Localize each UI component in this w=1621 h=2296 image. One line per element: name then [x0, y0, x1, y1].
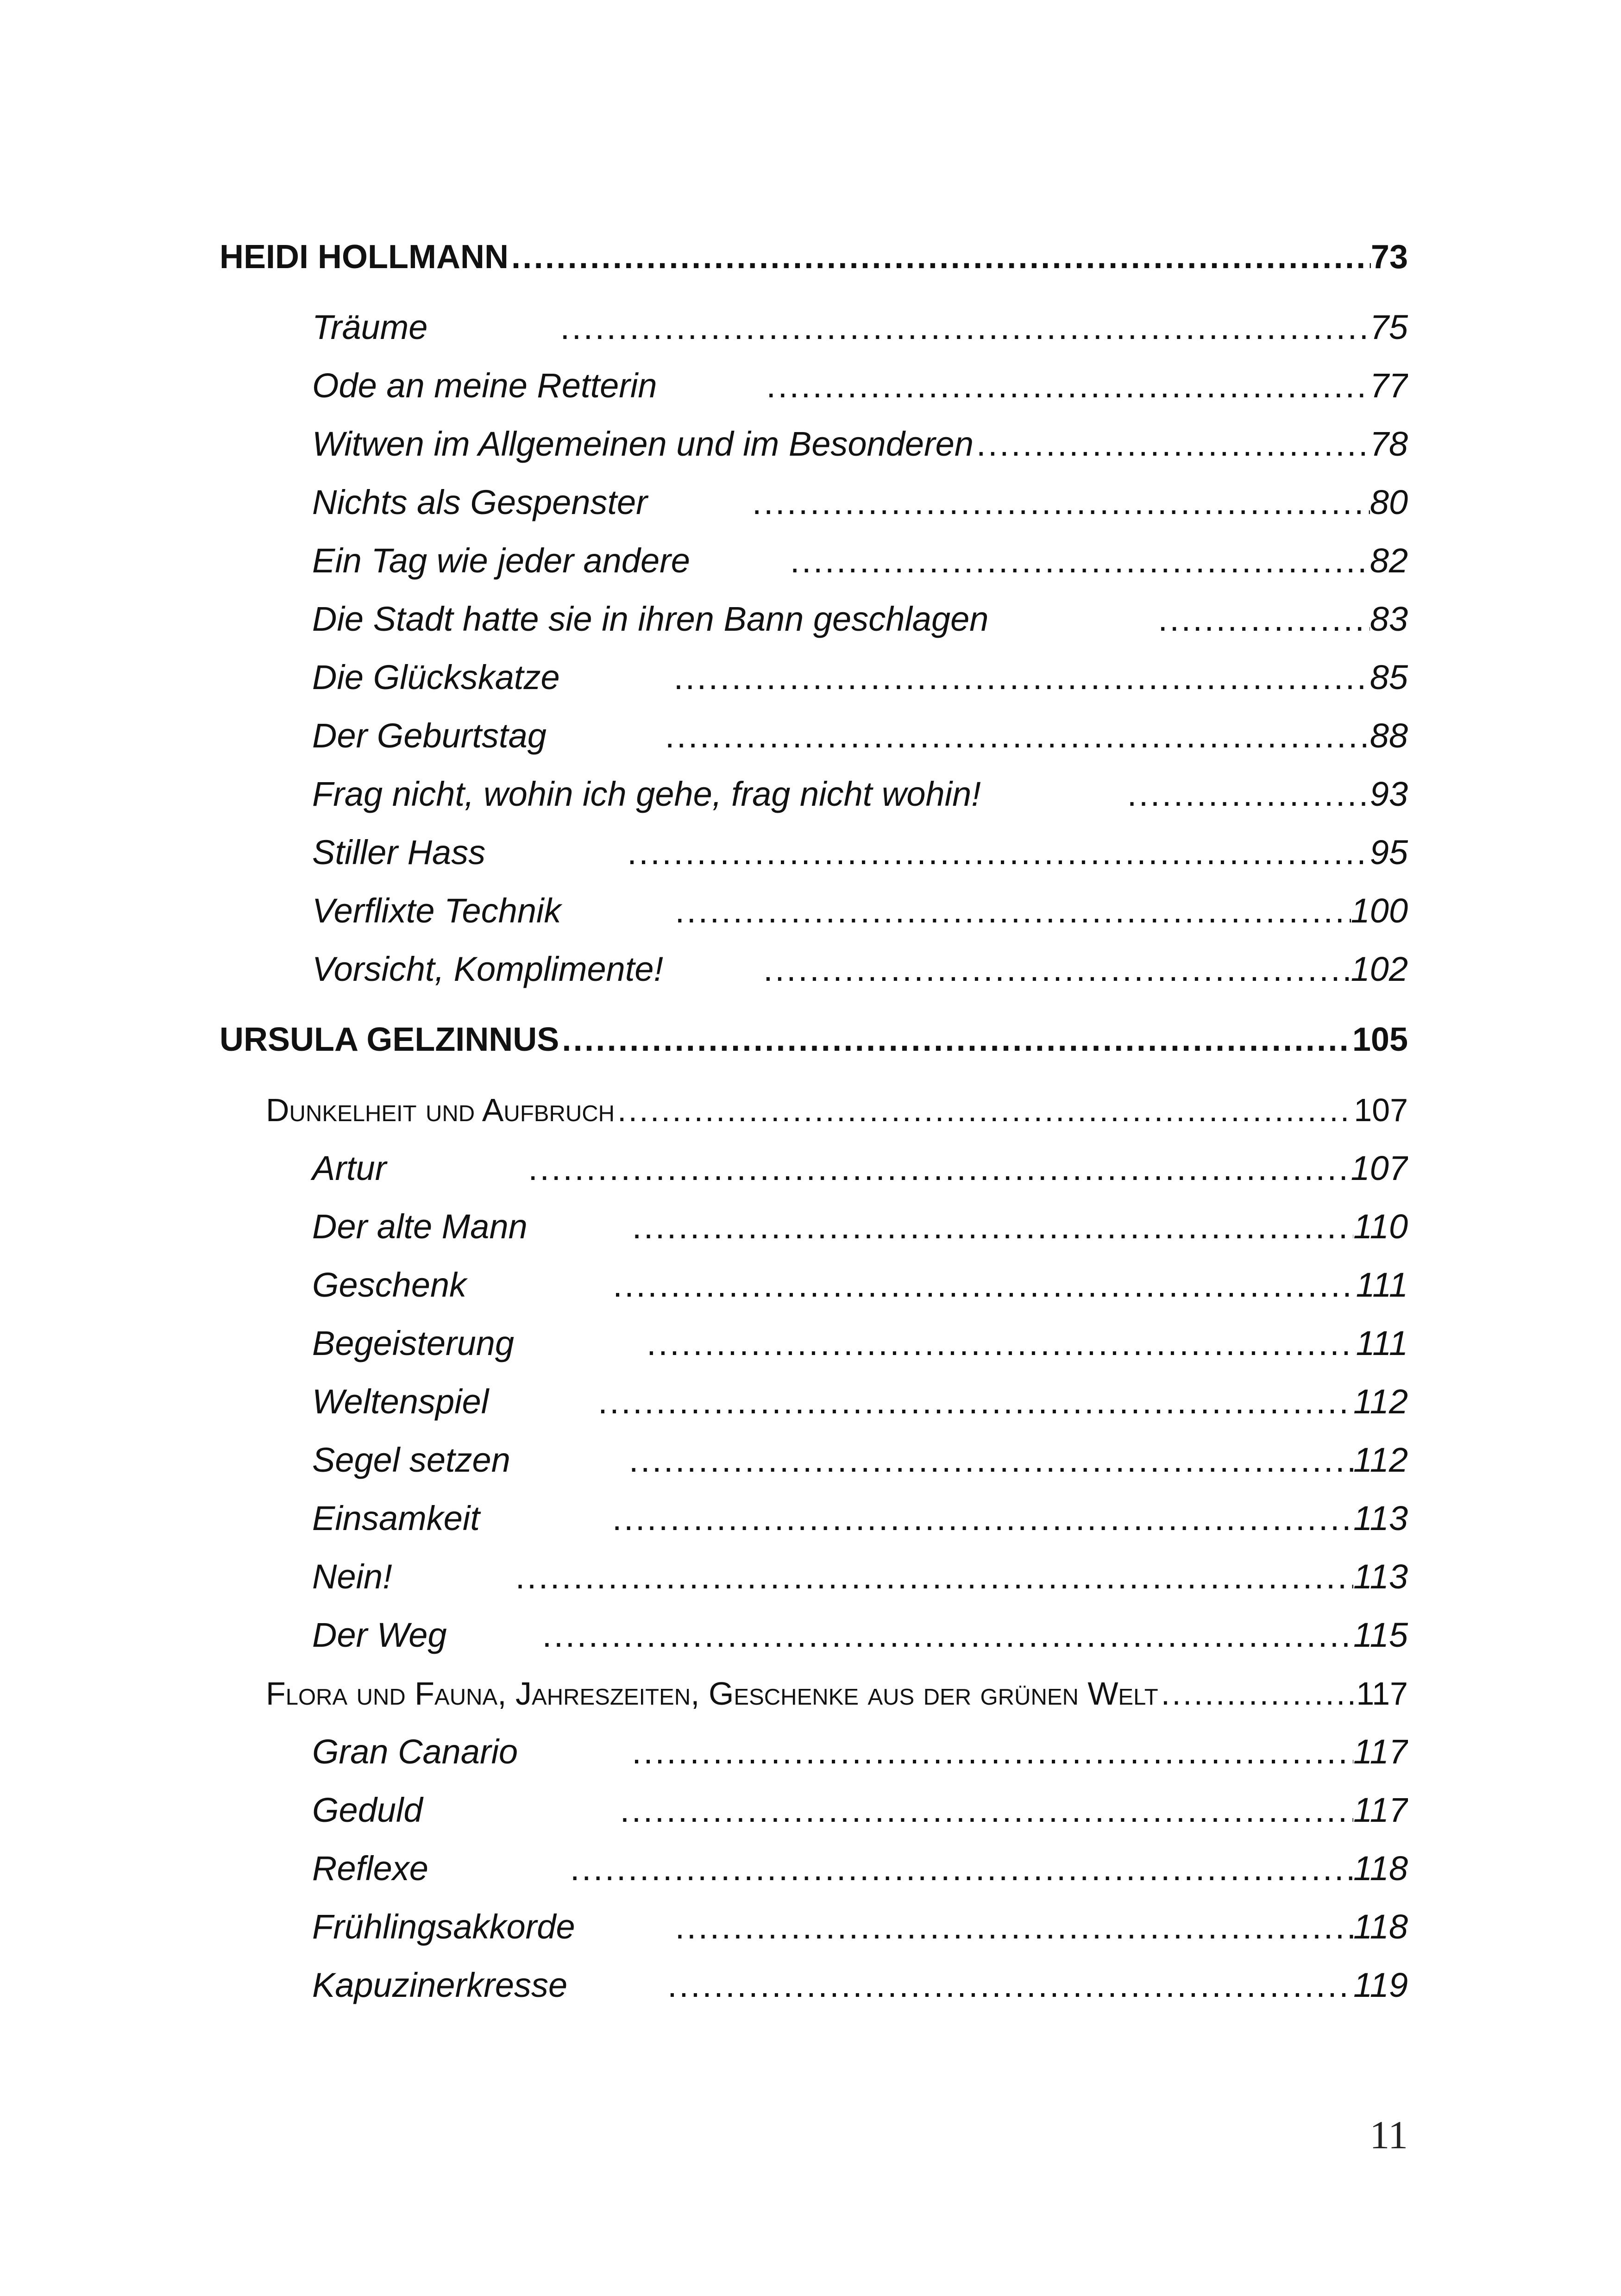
toc-entry-title: Die Stadt hatte sie in ihren Bann geschlagen [312, 600, 989, 638]
toc-entry-title: Verflixte Technik [312, 891, 561, 930]
toc-entry[interactable] [220, 765, 1408, 823]
toc-subsection[interactable] [220, 1664, 1408, 1723]
toc-entry[interactable] [220, 1139, 1408, 1198]
dot-leader [1155, 590, 1370, 648]
dot-leader [672, 882, 1351, 940]
dot-leader [1158, 1664, 1357, 1723]
dot-leader [974, 415, 1370, 473]
dot-leader [540, 1606, 1353, 1664]
toc-section-title: URSULA GELZINNUS [220, 1021, 559, 1058]
toc-subsection-title: Dunkelheit und Aufbruch [266, 1092, 615, 1128]
toc-entry[interactable] [220, 1548, 1408, 1606]
toc-entry[interactable] [220, 707, 1408, 765]
toc-page-number: 112 [1353, 1441, 1408, 1479]
toc-entry-title: Gran Canario [312, 1732, 518, 1771]
toc-entry-title: Witwen im Allgemeinen und im Besonderen [312, 425, 974, 463]
toc-page-number: 77 [1370, 366, 1408, 405]
toc-page-number: 80 [1370, 483, 1408, 521]
dot-leader [509, 232, 1371, 282]
toc-page-number: 107 [1351, 1149, 1408, 1187]
dot-leader [662, 707, 1370, 765]
toc-entry[interactable] [220, 1198, 1408, 1256]
toc-subsection-title: Flora und Fauna, Jahreszeiten, Geschenke aus der grünen Welt [266, 1675, 1158, 1712]
toc-page-number: 78 [1370, 425, 1408, 463]
toc-entry-title: Der Geburtstag [312, 716, 547, 755]
dot-leader [557, 298, 1370, 357]
dot-leader [749, 473, 1370, 532]
toc-entry[interactable] [220, 1314, 1408, 1373]
toc-entry[interactable] [220, 532, 1408, 590]
toc-page-number: 117 [1353, 1732, 1408, 1771]
toc-entry-title: Stiller Hass [312, 833, 486, 872]
toc-entry[interactable] [220, 1781, 1408, 1839]
toc-page-number: 100 [1351, 891, 1408, 930]
toc-entry[interactable] [220, 1431, 1408, 1489]
toc-entry[interactable] [220, 940, 1408, 998]
toc-page-number: 110 [1353, 1207, 1408, 1246]
toc-entry-title: Begeisterung [312, 1324, 515, 1362]
dot-leader [609, 1489, 1353, 1548]
toc-entry-title: Die Glückskatze [312, 658, 560, 696]
dot-leader [1125, 765, 1370, 823]
toc-entry-title: Der Weg [312, 1616, 447, 1654]
toc-page-number: 118 [1353, 1849, 1408, 1888]
toc-page-number: 117 [1356, 1675, 1408, 1712]
toc-page-number: 105 [1352, 1021, 1408, 1058]
toc-entry-title: Der alte Mann [312, 1207, 528, 1246]
toc-entry-title: Reflexe [312, 1849, 428, 1888]
dot-leader [624, 823, 1370, 882]
toc-entry[interactable] [220, 1256, 1408, 1314]
toc-entry-title: Frag nicht, wohin ich gehe, frag nicht wohin! [312, 775, 981, 813]
toc-entry-title: Einsamkeit [312, 1499, 480, 1537]
toc-entry-title: Ode an meine Retterin [312, 366, 657, 405]
dot-leader [525, 1139, 1351, 1198]
toc-entry[interactable] [220, 1489, 1408, 1548]
toc-page-number: 85 [1370, 658, 1408, 696]
dot-leader [626, 1431, 1353, 1489]
dot-leader [610, 1256, 1356, 1314]
dot-leader [617, 1781, 1353, 1839]
toc-entry-title: Segel setzen [312, 1441, 510, 1479]
toc-page-number: 111 [1356, 1266, 1408, 1304]
toc-section-ursula-gelzinnus[interactable] [220, 1014, 1408, 1065]
dot-leader [615, 1081, 1354, 1139]
dot-leader [567, 1839, 1353, 1898]
dot-leader [559, 1014, 1352, 1065]
toc-page-number: 102 [1351, 950, 1408, 988]
toc-entry[interactable] [220, 298, 1408, 357]
dot-leader [513, 1548, 1353, 1606]
dot-leader [629, 1723, 1353, 1781]
toc-page-number: 118 [1353, 1907, 1408, 1946]
toc-entry-title: Geduld [312, 1791, 423, 1829]
toc-page-number: 115 [1353, 1616, 1408, 1654]
toc-entry-title: Weltenspiel [312, 1382, 489, 1421]
toc-page-number: 112 [1353, 1382, 1408, 1421]
dot-leader [644, 1314, 1356, 1373]
toc-entry-title: Träume [312, 308, 428, 346]
toc-page-number: 119 [1353, 1966, 1408, 2004]
toc-page-number: 82 [1370, 541, 1408, 580]
dot-leader [665, 1956, 1353, 2014]
toc-page-number: 73 [1370, 238, 1408, 276]
toc-entry-title: Nichts als Gespenster [312, 483, 647, 521]
dot-leader [764, 357, 1370, 415]
table-of-contents [220, 232, 1408, 2014]
toc-entry-title: Nein! [312, 1557, 392, 1596]
toc-entry[interactable] [220, 1956, 1408, 2014]
toc-entry[interactable] [220, 357, 1408, 415]
dot-leader [595, 1373, 1353, 1431]
toc-entry[interactable] [220, 1898, 1408, 1956]
toc-entry[interactable] [220, 1839, 1408, 1898]
toc-page-number: 113 [1353, 1499, 1408, 1537]
toc-entry-title: Vorsicht, Komplimente! [312, 950, 664, 988]
toc-page-number: 83 [1370, 600, 1408, 638]
toc-subsection[interactable] [220, 1081, 1408, 1139]
dot-leader [672, 1898, 1353, 1956]
dot-leader [671, 648, 1370, 707]
toc-entry[interactable] [220, 473, 1408, 532]
toc-entry-title: Ein Tag wie jeder andere [312, 541, 690, 580]
toc-entry[interactable] [220, 1723, 1408, 1781]
toc-entry[interactable] [220, 1606, 1408, 1664]
dot-leader [629, 1198, 1353, 1256]
toc-page-number: 117 [1353, 1791, 1408, 1829]
page-number: 11 [1370, 2113, 1408, 2157]
toc-entry[interactable] [220, 823, 1408, 882]
dot-leader [760, 940, 1351, 998]
toc-entry[interactable] [220, 648, 1408, 707]
toc-page-number: 113 [1353, 1557, 1408, 1596]
toc-entry-title: Kapuzinerkresse [312, 1966, 568, 2004]
toc-page-number: 111 [1356, 1324, 1408, 1362]
toc-section-title: HEIDI HOLLMANN [220, 238, 509, 276]
toc-section-heidi-hollmann[interactable] [220, 232, 1408, 282]
toc-entry[interactable] [220, 415, 1408, 473]
toc-entry-title: Frühlingsakkorde [312, 1907, 575, 1946]
toc-page-number: 88 [1370, 716, 1408, 755]
dot-leader [787, 532, 1370, 590]
toc-entry[interactable] [220, 1373, 1408, 1431]
toc-page-number: 95 [1370, 833, 1408, 872]
toc-page-number: 93 [1370, 775, 1408, 813]
toc-entry[interactable] [220, 882, 1408, 940]
toc-entry-title: Artur [312, 1149, 387, 1187]
toc-page-number: 75 [1370, 308, 1408, 346]
toc-page-number: 107 [1354, 1092, 1408, 1128]
toc-entry[interactable] [220, 590, 1408, 648]
toc-entry-title: Geschenk [312, 1266, 467, 1304]
